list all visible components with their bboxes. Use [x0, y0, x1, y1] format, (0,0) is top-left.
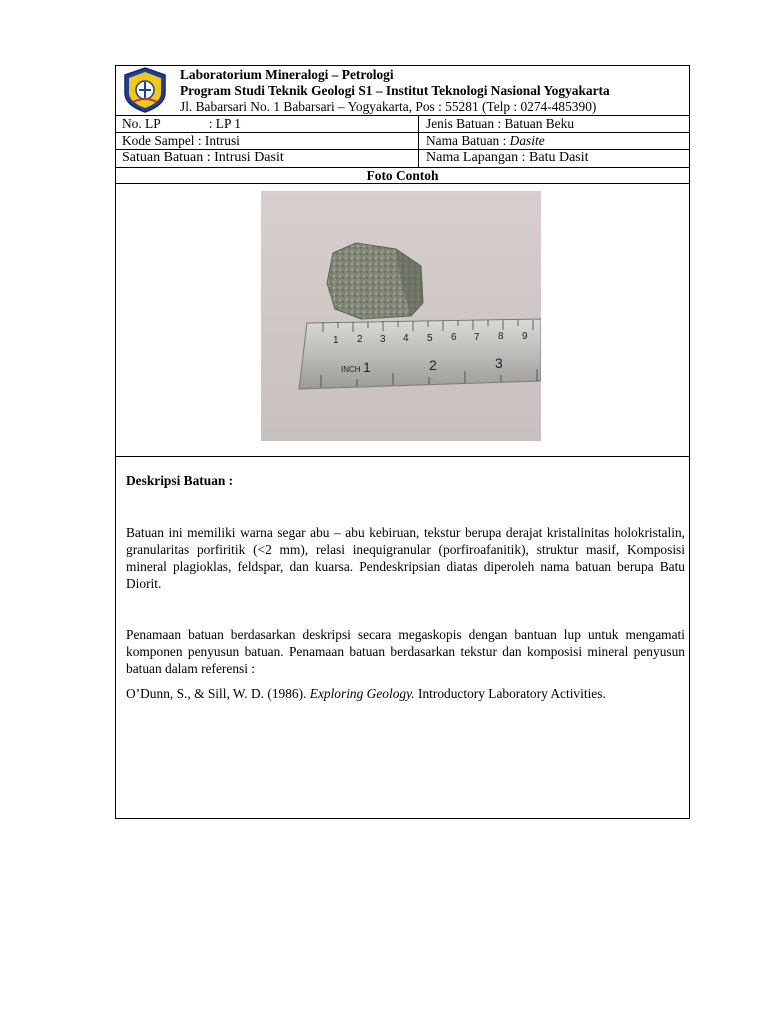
- rock-sample-photo: [261, 191, 541, 441]
- ruler-cm-label: 9: [522, 331, 528, 342]
- ruler-inch-number: 2: [429, 357, 437, 373]
- kode-sampel-cell: Kode Sampel : Intrusi: [116, 133, 419, 149]
- deskripsi-paragraph-2: Penamaan batuan berdasarkan deskripsi secara megaskopis dengan bantuan lup untuk mengamati komponen penyusun batuan. Penamaan batuan berdasarkan tekstur dan komposisi mineral penyusun batuan dalam referensi :: [126, 627, 685, 676]
- reference: [126, 686, 606, 702]
- no-lp-cell: [116, 116, 419, 132]
- ruler-inch-number: 3: [495, 355, 503, 371]
- lab-name: Laboratorium Mineralogi – Petrologi: [180, 67, 394, 82]
- satuan-batuan-cell: Satuan Batuan : Intrusi Dasit: [116, 150, 419, 167]
- nama-batuan-value: Dasite: [509, 133, 545, 148]
- rock-description-sheet: [115, 65, 690, 819]
- lab-header: [116, 66, 689, 116]
- program-name: Program Studi Teknik Geologi S1 – Institut Teknologi Nasional Yogyakarta: [180, 83, 610, 98]
- reference-authors: O’Dunn, S., & Sill, W. D. (1986).: [126, 686, 310, 701]
- nama-batuan-cell: [419, 133, 691, 149]
- ruler-inch-label: INCH: [341, 365, 361, 374]
- deskripsi-paragraph-1: Batuan ini memiliki warna segar abu – abu kebiruan, tekstur berupa derajat kristalinitas holokristalin, granularitas porfiritik (<2 mm), relasi inequigranular (porfiroafanitik), struktur masif, Komposisi mineral plagioklas, feldspar, dan kuarsa. Pendeskripsian diatas diperoleh nama batuan berupa Batu Diorit.: [126, 525, 685, 591]
- info-row-2: [116, 133, 689, 150]
- lab-address: Jl. Babarsari No. 1 Babarsari – Yogyakarta, Pos : 55281 (Telp : 0274-485390): [180, 99, 597, 114]
- ruler-cm-label: 7: [474, 332, 480, 343]
- foto-title: Foto Contoh: [366, 168, 439, 183]
- reference-title: Exploring Geology.: [309, 686, 415, 701]
- ruler-inch-number: 1: [363, 359, 371, 375]
- reference-rest: Introductory Laboratory Activities.: [414, 686, 606, 701]
- ruler-cm-label: 2: [357, 334, 363, 345]
- no-lp-value: : LP 1: [208, 116, 241, 131]
- no-lp-label: No. LP: [122, 116, 161, 131]
- jenis-batuan-cell: Jenis Batuan : Batuan Beku: [426, 116, 575, 131]
- info-row-1: [116, 116, 689, 133]
- nama-lapangan-cell: Nama Lapangan : Batu Dasit: [426, 150, 589, 165]
- ruler-cm-label: 3: [380, 334, 386, 345]
- ruler-cm-label: 8: [498, 331, 504, 342]
- ruler-cm-label: 4: [403, 333, 409, 344]
- ruler-cm-label: 1: [333, 335, 339, 346]
- ruler-cm-label: 6: [451, 332, 457, 343]
- institute-logo: [119, 66, 171, 114]
- nama-batuan-label: Nama Batuan :: [426, 133, 510, 148]
- ruler-cm-label: 5: [427, 333, 433, 344]
- deskripsi-title: Deskripsi Batuan :: [126, 473, 234, 488]
- foto-title-row: [116, 168, 689, 184]
- info-row-3: [116, 150, 689, 168]
